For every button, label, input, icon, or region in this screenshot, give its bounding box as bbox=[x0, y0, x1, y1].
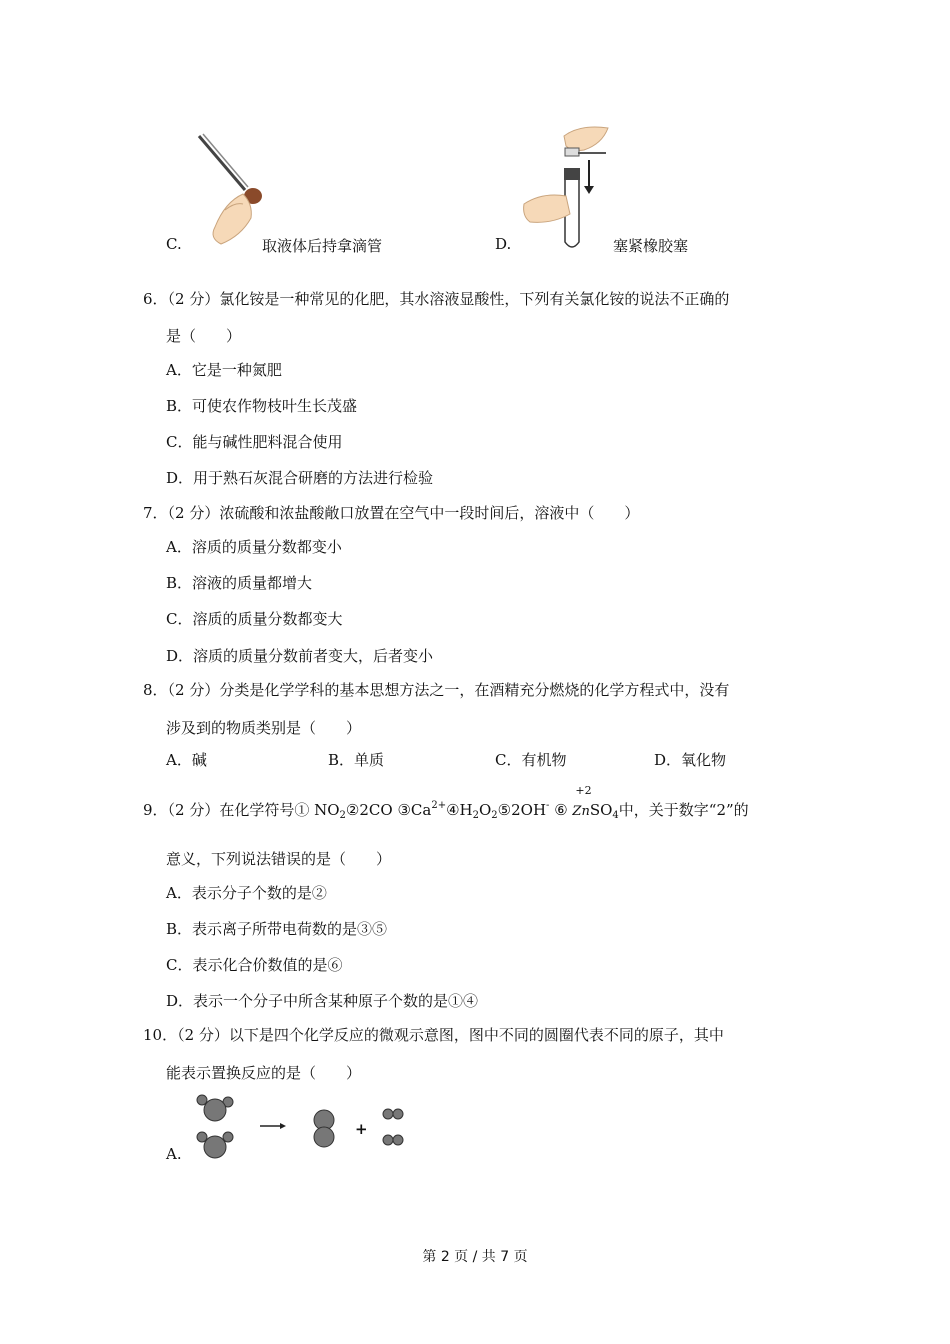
question-6-stem-line-2: 是（ ） bbox=[166, 327, 242, 345]
question-6-option-b: B．可使农作物枝叶生长茂盛 bbox=[166, 397, 358, 415]
dropper-hand-figure bbox=[195, 132, 265, 250]
question-6-option-a: A．它是一种氮肥 bbox=[166, 361, 282, 379]
option-c-letter: C. bbox=[166, 235, 182, 253]
question-10-stem-line-1: 10．（2 分）以下是四个化学反应的微观示意图，图中不同的圆圈代表不同的原子，其中 bbox=[143, 1026, 724, 1044]
question-8-stem-line-2: 涉及到的物质类别是（ ） bbox=[166, 719, 362, 737]
option-d-text: 塞紧橡胶塞 bbox=[613, 237, 689, 255]
question-8-stem-line-1: 8．（2 分）分类是化学学科的基本思想方法之一，在酒精充分燃烧的化学方程式中，没有 bbox=[143, 681, 730, 699]
option-d-letter: D. bbox=[495, 235, 512, 253]
question-6-stem-line-1: 6．（2 分）氯化铵是一种常见的化肥，其水溶液显酸性，下列有关氯化铵的说法不正确的 bbox=[143, 290, 730, 308]
question-9-option-c: C．表示化合价数值的是⑥ bbox=[166, 956, 343, 974]
question-8-option-a: A．碱 bbox=[166, 751, 207, 769]
page-footer: 第 2 页 / 共 7 页 bbox=[422, 1249, 528, 1265]
question-7-stem: 7．（2 分）浓硫酸和浓盐酸敞口放置在空气中一段时间后，溶液中（ ） bbox=[143, 504, 640, 522]
question-8-option-c: C．有机物 bbox=[495, 751, 567, 769]
question-8-option-b: B．单质 bbox=[328, 751, 385, 769]
question-10-option-a-letter: A. bbox=[166, 1145, 182, 1163]
question-8-option-d: D．氧化物 bbox=[654, 751, 727, 769]
test-tube-stopper-figure bbox=[522, 126, 614, 252]
question-10-stem-line-2: 能表示置换反应的是（ ） bbox=[166, 1064, 362, 1082]
valence-label: +2 bbox=[575, 784, 592, 797]
zinc-symbol: Zn bbox=[572, 804, 590, 819]
question-9-option-a: A．表示分子个数的是② bbox=[166, 884, 327, 902]
question-7-option-a: A．溶质的质量分数都变小 bbox=[166, 538, 342, 556]
question-7-option-d: D．溶质的质量分数前者变大，后者变小 bbox=[166, 647, 434, 665]
question-7-option-c: C．溶质的质量分数都变大 bbox=[166, 610, 343, 628]
question-7-option-b: B．溶液的质量都增大 bbox=[166, 574, 313, 592]
question-6-option-d: D．用于熟石灰混合研磨的方法进行检验 bbox=[166, 469, 434, 487]
question-9-stem-line-1: 9．（2 分）在化学符号① $NO_2②2CO$ $③Ca^{2+}④H_2O_2⑤2OH^-$ ⑥ +2 ZnSO$_4$中，关于数字“2”的 bbox=[143, 784, 749, 821]
option-c-text: 取液体后持拿滴管 bbox=[262, 237, 383, 255]
question-9-stem-line-2: 意义，下列说法错误的是（ ） bbox=[166, 850, 392, 868]
plus-sign: + bbox=[355, 1120, 368, 1138]
reaction-diagram-a bbox=[190, 1090, 420, 1165]
question-9-option-d: D．表示一个分子中所含某种原子个数的是①④ bbox=[166, 992, 479, 1010]
question-9-option-b: B．表示离子所带电荷数的是③⑤ bbox=[166, 920, 388, 938]
question-6-option-c: C．能与碱性肥料混合使用 bbox=[166, 433, 343, 451]
